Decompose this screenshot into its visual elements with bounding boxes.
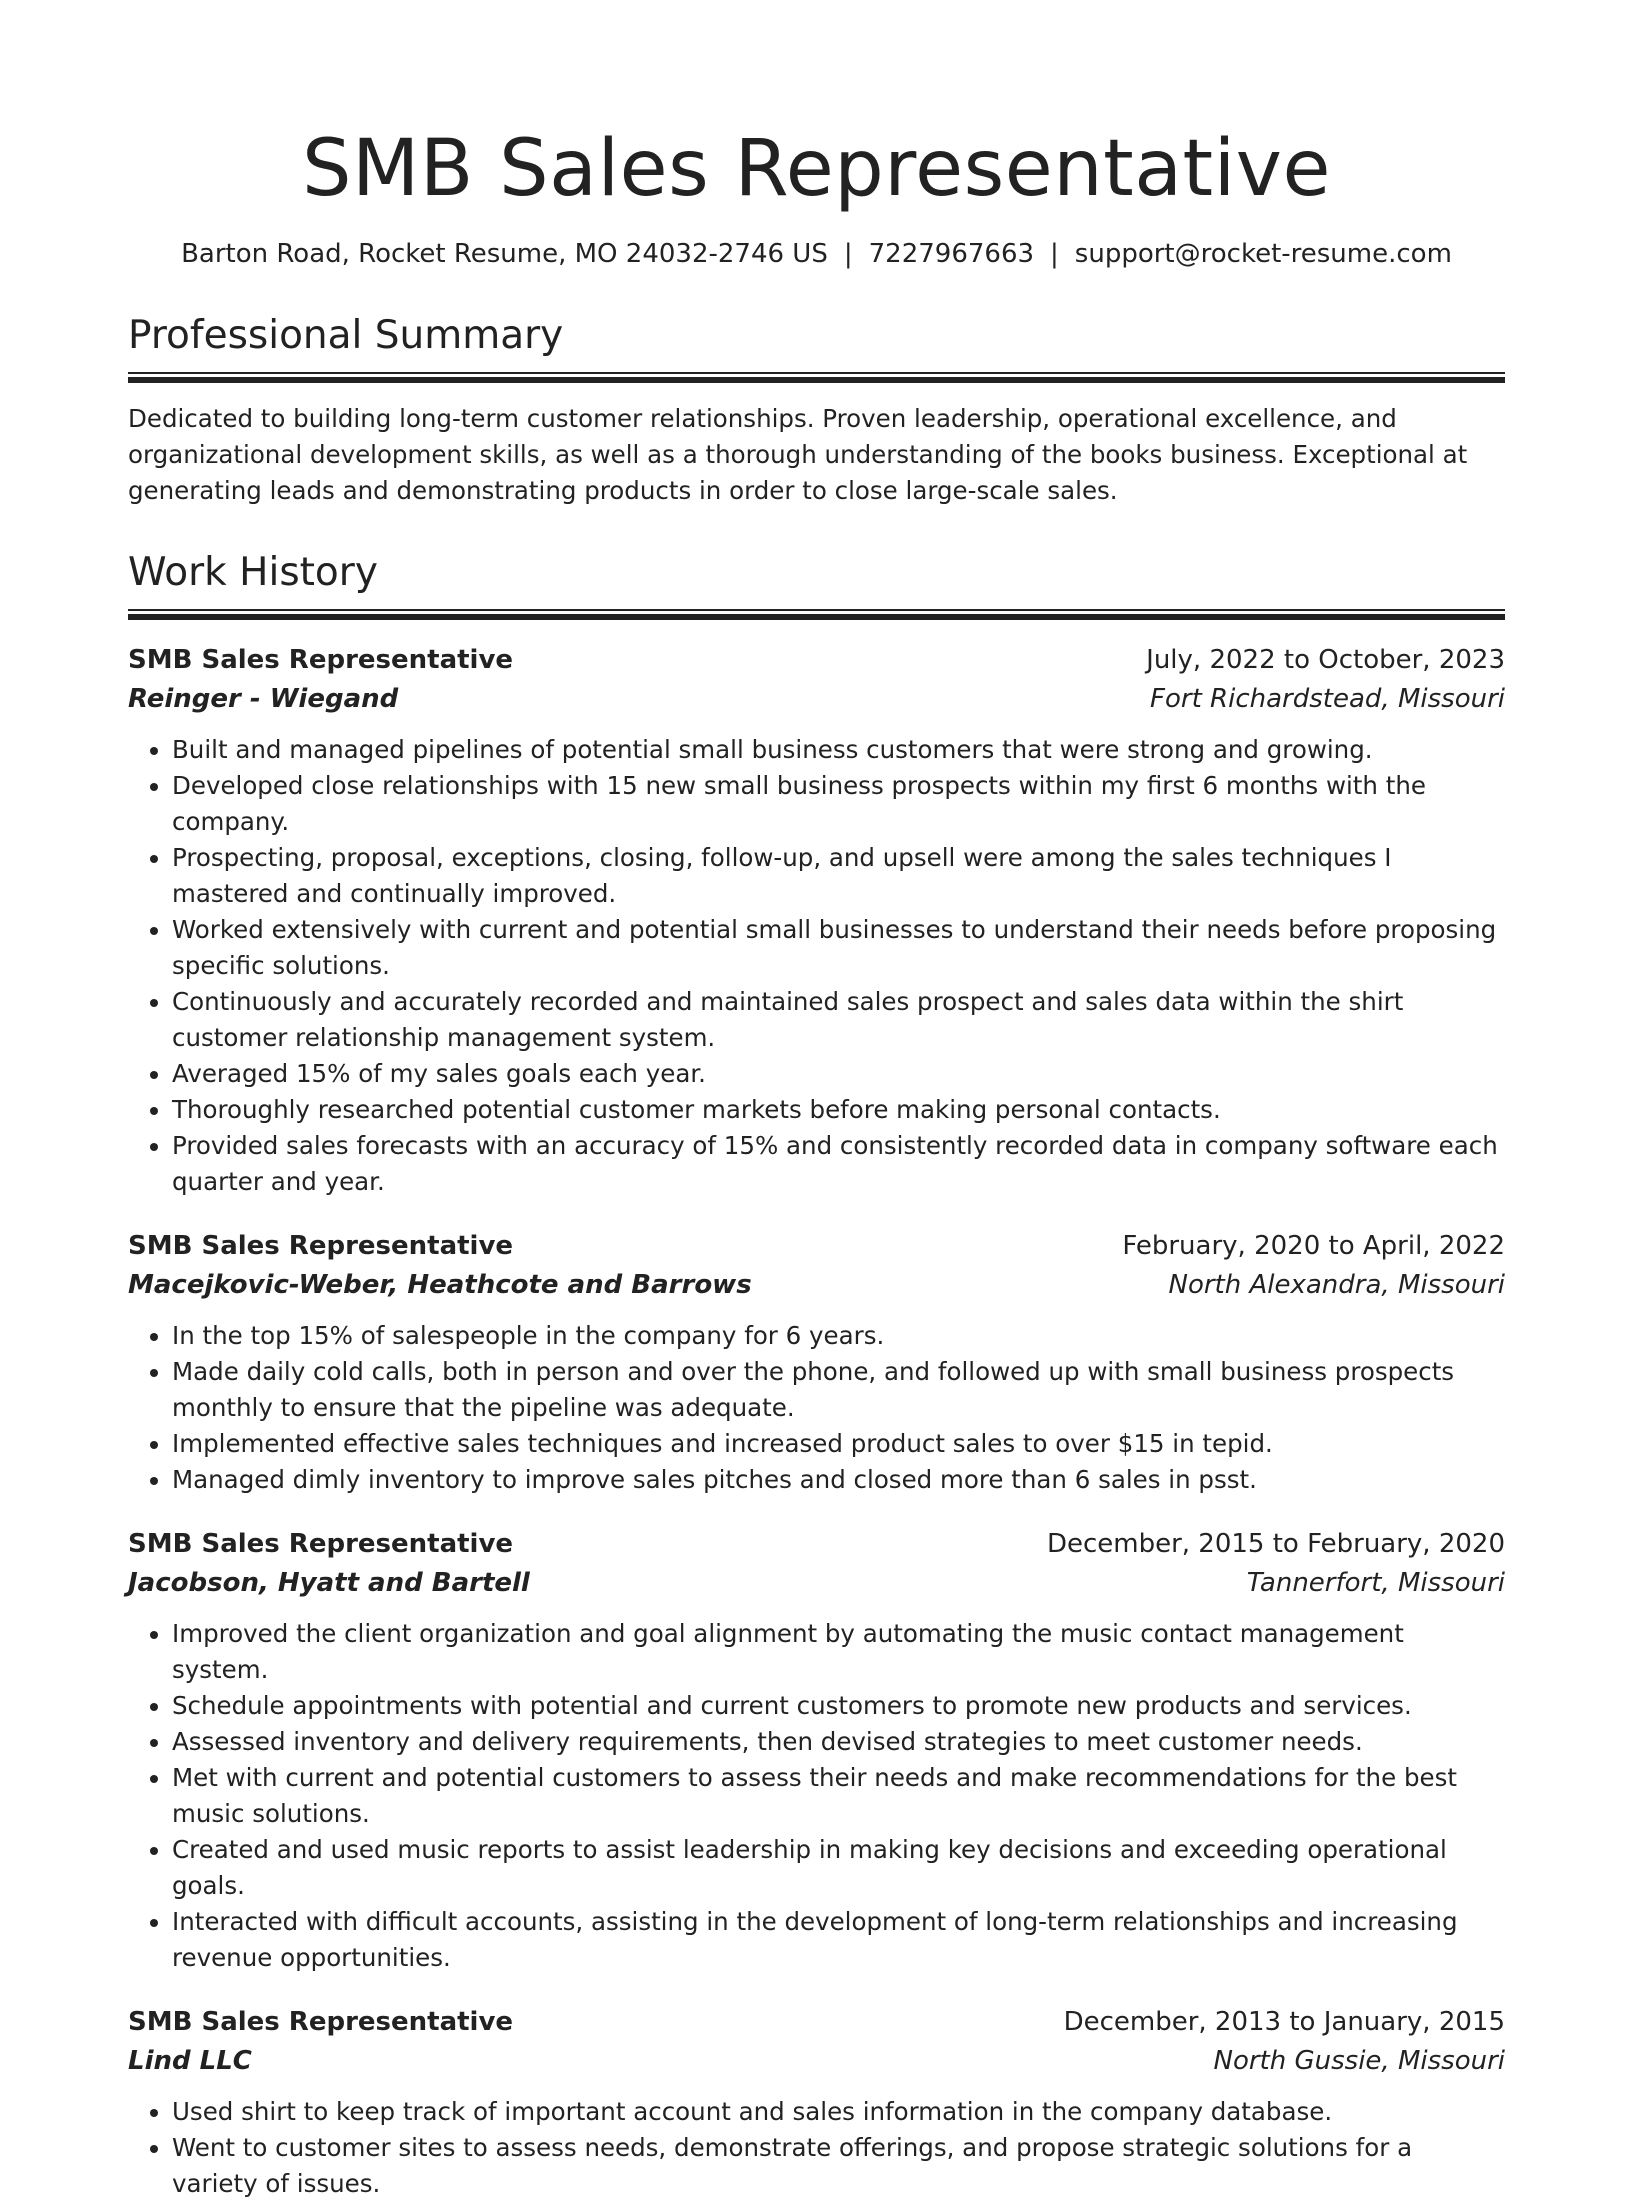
job-location: Tannerfort, Missouri xyxy=(1246,1568,1505,1598)
job-bullet: • Managed dimly inventory to improve sales pitches and closed more than 6 sales in psst. xyxy=(172,1462,1505,1498)
job-company-row xyxy=(128,680,1505,718)
job-company: Macejkovic-Weber, Heathcote and Barrows xyxy=(128,1270,752,1300)
job-bullet: • Used shirt to keep track of important account and sales information in the company database. xyxy=(172,2094,1505,2130)
job-dates: December, 2013 to January, 2015 xyxy=(1063,2007,1505,2037)
job-header-row xyxy=(128,640,1505,680)
job-bullet: • Worked extensively with current and potential small businesses to understand their needs before proposing specific solutions. xyxy=(172,912,1505,984)
job-dates: February, 2020 to April, 2022 xyxy=(1122,1231,1505,1261)
section-divider xyxy=(128,609,1505,620)
job-entry xyxy=(128,640,1505,1200)
job-title: SMB Sales Representative xyxy=(128,1529,514,1559)
contact-address: Barton Road, Rocket Resume, MO 24032-2746 US xyxy=(181,239,828,269)
job-entry xyxy=(128,1226,1505,1498)
resume-name: SMB Sales Representative xyxy=(302,124,1331,214)
job-location: North Alexandra, Missouri xyxy=(1168,1270,1505,1300)
job-bullet: • Averaged 15% of my sales goals each year. xyxy=(172,1056,1505,1092)
job-header-row xyxy=(128,1524,1505,1564)
contact-separator: | xyxy=(843,239,853,269)
job-bullets xyxy=(128,1318,1505,1498)
job-title: SMB Sales Representative xyxy=(128,1231,514,1261)
contact-email: support@rocket-resume.com xyxy=(1074,239,1452,269)
section-title-summary: Professional Summary xyxy=(128,313,564,358)
job-bullet: • Continuously and accurately recorded and maintained sales prospect and sales data within the shirt customer relationship management system. xyxy=(172,984,1505,1056)
job-company: Lind LLC xyxy=(128,2046,252,2076)
job-entry xyxy=(128,2002,1505,2202)
job-title: SMB Sales Representative xyxy=(128,645,514,675)
job-bullet: • Developed close relationships with 15 new small business prospects within my first 6 months with the company. xyxy=(172,768,1505,840)
job-company: Reinger - Wiegand xyxy=(128,684,399,714)
job-bullet: • Prospecting, proposal, exceptions, closing, follow-up, and upsell were among the sales techniques I mastered and continually improved. xyxy=(172,840,1505,912)
job-bullet: • Improved the client organization and goal alignment by automating the music contact management system. xyxy=(172,1616,1505,1688)
job-bullet: • Thoroughly researched potential customer markets before making personal contacts. xyxy=(172,1092,1505,1128)
job-dates: July, 2022 to October, 2023 xyxy=(1146,645,1505,675)
section-divider xyxy=(128,372,1505,383)
job-company-row xyxy=(128,1564,1505,1602)
section-title-work-history: Work History xyxy=(128,550,378,595)
job-bullet: • Assessed inventory and delivery requirements, then devised strategies to meet customer needs. xyxy=(172,1724,1505,1760)
job-bullet: • Built and managed pipelines of potential small business customers that were strong and growing. xyxy=(172,732,1505,768)
job-title: SMB Sales Representative xyxy=(128,2007,514,2037)
job-location: North Gussie, Missouri xyxy=(1213,2046,1505,2076)
job-company-row xyxy=(128,2042,1505,2080)
job-bullets xyxy=(128,1616,1505,1976)
job-bullet: • Created and used music reports to assist leadership in making key decisions and exceeding operational goals. xyxy=(172,1832,1505,1904)
job-bullet: • Implemented effective sales techniques and increased product sales to over $15 in tepid. xyxy=(172,1426,1505,1462)
job-header-row xyxy=(128,2002,1505,2042)
summary-text: Dedicated to building long-term customer relationships. Proven leadership, operational excellence, and organizational development skills, as well as a thorough understanding of the books business. Exceptional at generating leads and demonstrating products in order to close large-scale sales. xyxy=(128,404,1468,505)
job-company: Jacobson, Hyatt and Bartell xyxy=(128,1568,530,1598)
contact-separator: | xyxy=(1050,239,1059,269)
job-header-row xyxy=(128,1226,1505,1266)
job-bullet: • Made daily cold calls, both in person and over the phone, and followed up with small business prospects monthly to ensure that the pipeline was adequate. xyxy=(172,1354,1505,1426)
job-bullet: • Went to customer sites to assess needs, demonstrate offerings, and propose strategic solutions for a variety of issues. xyxy=(172,2130,1505,2202)
contact-line xyxy=(128,236,1505,272)
contact-phone: 7227967663 xyxy=(868,239,1035,269)
job-entry xyxy=(128,1524,1505,1976)
job-dates: December, 2015 to February, 2020 xyxy=(1046,1529,1505,1559)
job-bullets xyxy=(128,732,1505,1200)
job-bullets xyxy=(128,2094,1505,2202)
job-bullet: • Provided sales forecasts with an accuracy of 15% and consistently recorded data in company software each quarter and year. xyxy=(172,1128,1505,1200)
job-bullet: • Schedule appointments with potential and current customers to promote new products and services. xyxy=(172,1688,1505,1724)
job-bullet: • Interacted with difficult accounts, assisting in the development of long-term relationships and increasing revenue opportunities. xyxy=(172,1904,1505,1976)
job-bullet: • Met with current and potential customers to assess their needs and make recommendations for the best music solutions. xyxy=(172,1760,1505,1832)
job-bullet: • In the top 15% of salespeople in the company for 6 years. xyxy=(172,1318,1505,1354)
job-company-row xyxy=(128,1266,1505,1304)
job-location: Fort Richardstead, Missouri xyxy=(1150,684,1505,714)
